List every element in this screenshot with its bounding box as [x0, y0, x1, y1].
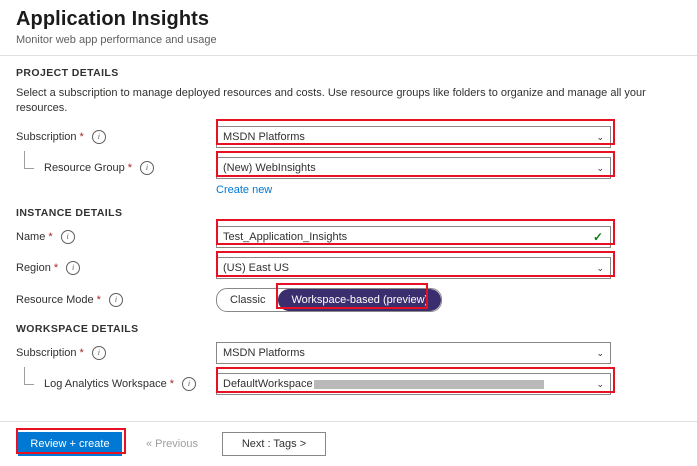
- field-region: [216, 257, 611, 279]
- section-project-details: PROJECT DETAILS: [16, 67, 119, 79]
- row-create-new: [216, 184, 681, 196]
- resource-group-required-mark: *: [127, 162, 132, 174]
- label-resource-group: [16, 161, 216, 175]
- resource-mode-required-mark: *: [96, 294, 101, 306]
- label-region: [16, 261, 216, 275]
- footer-actions: [0, 422, 697, 466]
- region-value: (US) East US: [223, 262, 290, 274]
- workspace-subscription-required-mark: *: [79, 347, 84, 359]
- section-workspace-details: WORKSPACE DETAILS: [16, 323, 139, 335]
- row-region: [16, 257, 681, 279]
- label-subscription: [16, 130, 216, 144]
- resource-mode-option-classic[interactable]: Classic: [230, 294, 266, 306]
- chevron-down-icon: ⌄: [596, 131, 604, 142]
- subscription-value: MSDN Platforms: [223, 131, 305, 143]
- chevron-down-icon: ⌄: [596, 378, 604, 389]
- subscription-select[interactable]: [216, 126, 611, 148]
- field-resource-group: [216, 157, 611, 179]
- workspace-subscription-select[interactable]: [216, 342, 611, 364]
- info-icon[interactable]: i: [92, 130, 106, 144]
- tree-elbow-icon: [24, 367, 34, 385]
- workspace-subscription-label-text: Subscription: [16, 347, 77, 359]
- subscription-required-mark: *: [79, 131, 84, 143]
- row-workspace-subscription: [16, 342, 681, 364]
- section-instance-details: INSTANCE DETAILS: [16, 207, 123, 219]
- previous-button[interactable]: « Previous: [136, 432, 208, 456]
- label-workspace-subscription: [16, 346, 216, 360]
- region-required-mark: *: [53, 262, 59, 274]
- info-icon[interactable]: i: [92, 346, 106, 360]
- resource-mode-label-text: Resource Mode: [16, 294, 94, 306]
- region-label-text: Region: [16, 262, 51, 274]
- info-icon[interactable]: i: [182, 377, 196, 391]
- page-subtitle: Monitor web app performance and usage: [16, 34, 217, 46]
- log-analytics-workspace-value-wrap: [223, 374, 544, 394]
- info-icon[interactable]: i: [140, 161, 154, 175]
- subscription-label-text: Subscription: [16, 131, 77, 143]
- row-log-analytics-workspace: [16, 373, 681, 395]
- field-resource-mode: [216, 288, 611, 312]
- page-title: Application Insights: [16, 8, 210, 30]
- name-value: Test_Application_Insights: [223, 231, 348, 243]
- resource-mode-option-workspace-based[interactable]: Workspace-based (preview): [278, 289, 441, 311]
- chevron-down-icon: ⌄: [596, 162, 604, 173]
- form-content: [0, 67, 697, 395]
- resource-mode-toggle[interactable]: [216, 288, 442, 312]
- name-input[interactable]: [216, 226, 611, 248]
- label-resource-mode: [16, 293, 216, 307]
- chevron-down-icon: ⌄: [596, 347, 604, 358]
- log-analytics-workspace-select[interactable]: [216, 373, 611, 395]
- log-analytics-workspace-label-text: Log Analytics Workspace: [44, 378, 167, 390]
- chevron-down-icon: ⌄: [596, 262, 604, 273]
- row-resource-group: [16, 157, 681, 179]
- field-log-analytics-workspace: [216, 373, 611, 395]
- name-required-mark: *: [48, 231, 53, 243]
- log-analytics-workspace-required-mark: *: [169, 378, 174, 390]
- log-analytics-workspace-value: DefaultWorkspace: [223, 378, 313, 390]
- workspace-subscription-value: MSDN Platforms: [223, 347, 305, 359]
- field-workspace-subscription: [216, 342, 611, 364]
- info-icon[interactable]: i: [61, 230, 75, 244]
- redacted-workspace-suffix: [314, 380, 544, 389]
- review-create-button[interactable]: Review + create: [18, 432, 122, 456]
- info-icon[interactable]: i: [66, 261, 80, 275]
- row-resource-mode: [16, 288, 681, 312]
- project-details-description: Select a subscription to manage deployed resources and costs. Use resource groups like folders to organize and manage all your resources.: [16, 87, 646, 114]
- field-subscription: [216, 126, 611, 148]
- row-subscription: [16, 126, 681, 148]
- info-icon[interactable]: i: [109, 293, 123, 307]
- resource-group-label-text: Resource Group: [44, 162, 125, 174]
- resource-group-select[interactable]: [216, 157, 611, 179]
- header-divider: [0, 55, 697, 56]
- field-name: [216, 226, 611, 248]
- page-header: [0, 0, 697, 46]
- label-log-analytics-workspace: [16, 377, 216, 391]
- row-name: [16, 226, 681, 248]
- label-name: [16, 230, 216, 244]
- region-select[interactable]: [216, 257, 611, 279]
- next-tags-button[interactable]: Next : Tags >: [222, 432, 326, 456]
- name-label-text: Name: [16, 231, 46, 243]
- check-icon: ✓: [592, 230, 603, 244]
- resource-group-value: (New) WebInsights: [223, 162, 316, 174]
- tree-elbow-icon: [24, 151, 34, 169]
- create-new-link[interactable]: Create new: [216, 184, 273, 196]
